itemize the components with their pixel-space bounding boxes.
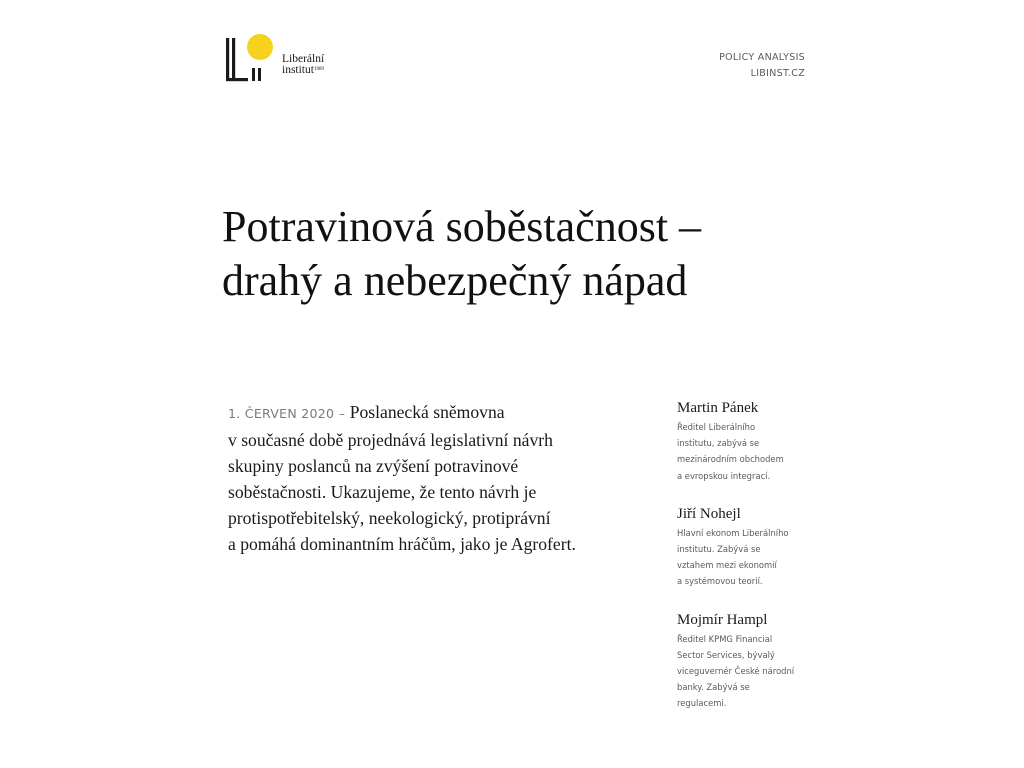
author-bio-line: Ředitel KPMG Financial [677, 633, 773, 644]
title-line-2: drahý a nebezpečný nápad [222, 256, 688, 305]
author-bio [677, 631, 817, 712]
logo-bar-2 [232, 38, 235, 81]
author-name: Martin Pánek [677, 400, 759, 416]
author-bio-line: a systémovou teorií. [677, 576, 763, 587]
intro-first-text: Poslanecká sněmovna [349, 402, 505, 422]
intro-line-3: soběstačnosti. Ukazujeme, že tento návrh je [228, 482, 537, 502]
intro-line-2: skupiny poslanců na zvýšení potravinové [228, 456, 519, 476]
author-bio [677, 419, 817, 484]
author-card [677, 504, 817, 590]
logo-wordmark [282, 54, 324, 76]
author-bio-line: Sector Services, bývalý [677, 649, 775, 660]
header-meta [719, 50, 805, 82]
logo-sun-circle [247, 34, 273, 60]
intro-line-1: v současné době projednává legislativní návrh [228, 430, 553, 450]
author-bio-line: institutu. Zabývá se [677, 544, 761, 555]
liberal-institute-logo-icon [224, 32, 284, 84]
author-bio-line: a evropskou integrací. [677, 470, 771, 481]
logo-year-mark: 1989 [313, 67, 324, 72]
author-name: Jiří Nohejl [677, 505, 741, 522]
logo-bar-4 [258, 68, 261, 81]
header-label: POLICY ANALYSIS [719, 52, 805, 63]
author-bio-line: Hlavní ekonom Liberálního [677, 527, 789, 538]
logo-name-line2-text: institut [282, 64, 314, 76]
author-bio-line: vztahem mezi ekonomií [677, 560, 777, 571]
author-bio-line: institutu, zabývá se [677, 438, 760, 449]
date-separator: – [338, 406, 346, 421]
intro-paragraph [228, 399, 628, 557]
document-title [222, 200, 822, 308]
author-bio-line: viceguvernér České národní [677, 666, 795, 677]
intro-line-4: protispotřebitelský, neekologický, protiprávní [228, 508, 551, 528]
logo-name-line1: Liberální [282, 53, 325, 65]
logo-bar-1 [226, 38, 229, 81]
logo-name-line2 [282, 65, 324, 76]
author-bio-line: banky. Zabývá se [677, 682, 750, 693]
author-bio-line: mezinárodním obchodem [677, 454, 784, 465]
logo-base [226, 78, 248, 81]
author-bio-line: Ředitel Liberálního [677, 422, 756, 432]
liberal-institute-logo[interactable] [224, 32, 354, 84]
intro-line-5: a pomáhá dominantním hráčům, jako je Agrofert. [228, 534, 576, 554]
header-site-link[interactable]: LIBINST.CZ [750, 68, 805, 79]
author-card [677, 610, 817, 712]
author-bio-line: regulacemi. [677, 698, 727, 709]
logo-bar-3 [252, 68, 255, 81]
publication-date: 1. ČERVEN 2020 [228, 406, 335, 421]
author-card [677, 398, 817, 484]
author-bio [677, 525, 817, 590]
title-line-1: Potravinová soběstačnost – [222, 202, 702, 251]
intro-line-0 [228, 399, 628, 427]
author-name: Mojmír Hampl [677, 611, 768, 628]
authors-column [677, 398, 817, 712]
